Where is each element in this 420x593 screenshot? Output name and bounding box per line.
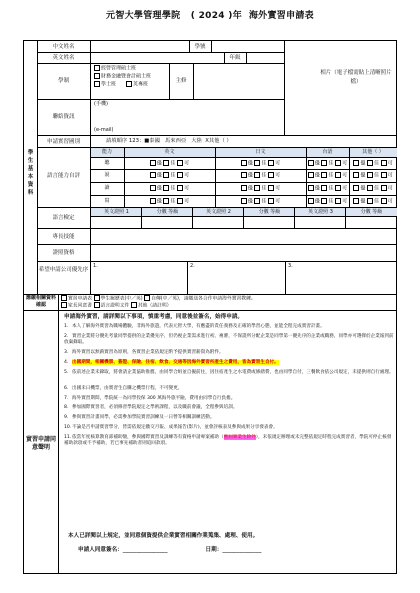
lang-header-ability: 能力	[101, 149, 112, 155]
lang-skill-0: 聽	[104, 160, 110, 166]
declaration-rule: 2. 實習企業將分優先考量同學提供的企業優先序，但仍視企業需求進行初、複審，不保證所分配企業是同學第一優先序的企業或職務，同學亦可選擇於企業報到前放棄錄取。	[64, 333, 394, 345]
program-option-english[interactable]: 英專班	[126, 81, 148, 89]
declaration-section-label: 實習申請同意聲明	[26, 436, 57, 451]
lang-test-header-5: 分數 等級	[360, 209, 383, 215]
lang-level-options[interactable]: 優 佳 可	[215, 172, 306, 180]
declaration-rule: 7. 海外實習期間，學院統一為同學投保 300 萬海外旅平險，費用由同學自行負擔。	[64, 395, 236, 401]
lang-level-options[interactable]: 優 佳 可	[349, 172, 397, 180]
lang-level-options[interactable]: 優 佳 可	[306, 185, 349, 193]
mobile-hint[interactable]: (手機)	[94, 101, 108, 107]
lang-test-header-2: 英文證照 2	[206, 209, 231, 215]
lang-test-header-4: 英文證照 3	[308, 209, 333, 215]
grade-label: 年級	[229, 55, 241, 61]
declaration-rule: 5. 依前述企業未錄取，將會請企業協助推薦，由同學合組並自擬前往，因住宿產生之水電費或修繕費，也由同學自付，三餐飲食依公司規定，未提供則自行處理。	[64, 369, 394, 375]
declaration-rule: 11.依當年度核算教育部補助額，參與國際實習及訓練等有資格申請專案補助（應屆畢業生除外），未依規定辦理或未完整依規定時程完成實習者，學院可停止核發補助款項或不予補助，若已事先補助者則追回款項。	[64, 434, 392, 446]
lang-skill-2: 讀	[104, 185, 110, 191]
lang-level-options[interactable]: 優 佳 可	[124, 172, 215, 180]
major-label: 主修	[175, 78, 187, 84]
declaration-rule: 4. 出國期間，相關機票、簽證、保險、住宿、飲食、交通等因海外實習所產生之費用，皆為實習生自付。	[64, 359, 279, 365]
declaration-rule: 6. 出國未日機票，由實習生自購之機票行程，不可變更。	[64, 385, 183, 391]
lang-level-options[interactable]: 優 佳 可	[349, 185, 397, 193]
en-name-field[interactable]	[91, 53, 223, 62]
lang-test-label: 語言檢定	[52, 215, 75, 221]
lang-header-taiwanese: 台語	[322, 149, 333, 155]
lang-level-options[interactable]: 優 佳 可	[349, 198, 397, 206]
lang-level-options[interactable]: 優 佳 可	[306, 172, 349, 180]
skills-field[interactable]	[91, 229, 396, 243]
contact-label: 聯絡資訊	[52, 114, 75, 120]
lang-level-options[interactable]: 優 佳 可	[215, 160, 306, 168]
preferred-slot-3[interactable]: 3.	[288, 263, 293, 269]
program-option-finance[interactable]: 財務金融暨會計碩士班	[94, 73, 151, 81]
program-option-mba[interactable]: 經營管理碩士班	[94, 65, 136, 73]
declaration-rule: 3. 海外實習以無薪實習為原則，各實習企業依規定酌予提供實習薪資為附件。	[64, 350, 224, 355]
declaration-rule: 8. 參加國際實習者，必須修習學院規定之學術課程，以及職前會議，全程參與培訓。	[64, 405, 238, 411]
email-hint[interactable]: (e-mail)	[94, 127, 114, 133]
country-label: 申請實習國別	[46, 139, 80, 145]
license-label: 證照資格	[52, 250, 75, 256]
form-table	[23, 40, 397, 574]
skills-label: 專長技能	[52, 234, 75, 240]
attachments-label: 應繳相關資料確認	[25, 295, 56, 308]
lang-test-header-1: 分數 等級	[156, 209, 179, 215]
lang-level-options[interactable]: 優 佳 可	[306, 160, 349, 168]
major-field[interactable]	[194, 64, 283, 98]
lang-header-japanese: 日文	[255, 149, 266, 155]
lang-header-english: 英文	[164, 149, 175, 155]
lang-level-options[interactable]: 優 佳 可	[306, 198, 349, 206]
preferred-slot-1[interactable]: 1.	[93, 263, 98, 269]
lang-level-options[interactable]: 優 佳 可	[124, 198, 215, 206]
declaration-rule: 1. 本人了解海外實習為職場體驗，非海外旅遊，代表元智大學，有應盡的責任義務及正確的學習心態，並能全程完成實習計畫。	[64, 324, 325, 329]
lang-level-options[interactable]: 優 佳 可	[124, 160, 215, 168]
lang-test-header-3: 分數 等級	[258, 209, 281, 215]
student-id-field[interactable]	[212, 42, 283, 51]
student-id-label: 學號	[194, 44, 206, 50]
language-label: 語言能力自評	[46, 173, 80, 179]
form-title: 元智大學管理學院 ( 2024 )年 海外實習申請表	[106, 11, 314, 21]
lang-header-other: 其他（ ）	[362, 149, 384, 155]
declaration-intro: 申請海外實習，請詳閱以下事項，慎重考慮，同意後並簽名，始得申請。	[64, 314, 244, 320]
declaration-rule: 10.不論是否申請實習學分，皆需依規定繳交月報、成果報告(影片)，並會評核表及參與成果分享發表會。	[64, 425, 278, 430]
attachments-line-1[interactable]: 實習申請表 學生履歷表(中／英) 自傳(中／英)，請繳送各合作申請海外實習教練。	[61, 295, 256, 303]
lang-level-options[interactable]: 優 佳 可	[215, 198, 306, 206]
student-basic-section-label: 學生基本資料	[27, 150, 34, 196]
license-field[interactable]	[91, 245, 396, 260]
signature-row[interactable]: 申請人同意簽名：________________ 日期：______________	[78, 547, 262, 553]
cn-name-label: 中文姓名	[52, 44, 75, 50]
declaration-agree: 本人已詳閱以上規定，並同意個資提供企業實習相關作業蒐集、處理、使用。	[68, 533, 259, 539]
lang-skill-3: 寫	[104, 198, 110, 204]
attachments-line-2[interactable]: 家長同意書 語言證明文件 其他（請註明）	[61, 302, 171, 310]
preferred-company-label: 希望申請公司優先序	[38, 267, 89, 273]
program-label: 學制	[57, 78, 69, 84]
grade-field[interactable]	[247, 53, 283, 62]
lang-level-options[interactable]: 優 佳 可	[124, 185, 215, 193]
lang-test-header-0: 英文證照 1	[104, 209, 129, 215]
en-name-label: 英文姓名	[52, 55, 75, 61]
lang-level-options[interactable]: 優 佳 可	[349, 160, 397, 168]
program-option-bachelor[interactable]: 學士班	[94, 81, 116, 89]
cn-name-field[interactable]	[91, 42, 188, 51]
preferred-slot-2[interactable]: 2.	[190, 263, 195, 269]
declaration-rule: 9. 參與實習計畫同學，必需參加學院實習訓練及一日營等相關訓練活動。	[64, 415, 215, 421]
photo-placeholder[interactable]: 相片（電子檔需貼上清晰照片檔）	[320, 70, 392, 85]
country-preference[interactable]: 請填順序 123：■泰國 馬來西亞 大陸 X其他（ ）	[106, 138, 232, 144]
lang-skill-1: 說	[104, 172, 110, 178]
lang-level-options[interactable]: 優 佳 可	[215, 185, 306, 193]
